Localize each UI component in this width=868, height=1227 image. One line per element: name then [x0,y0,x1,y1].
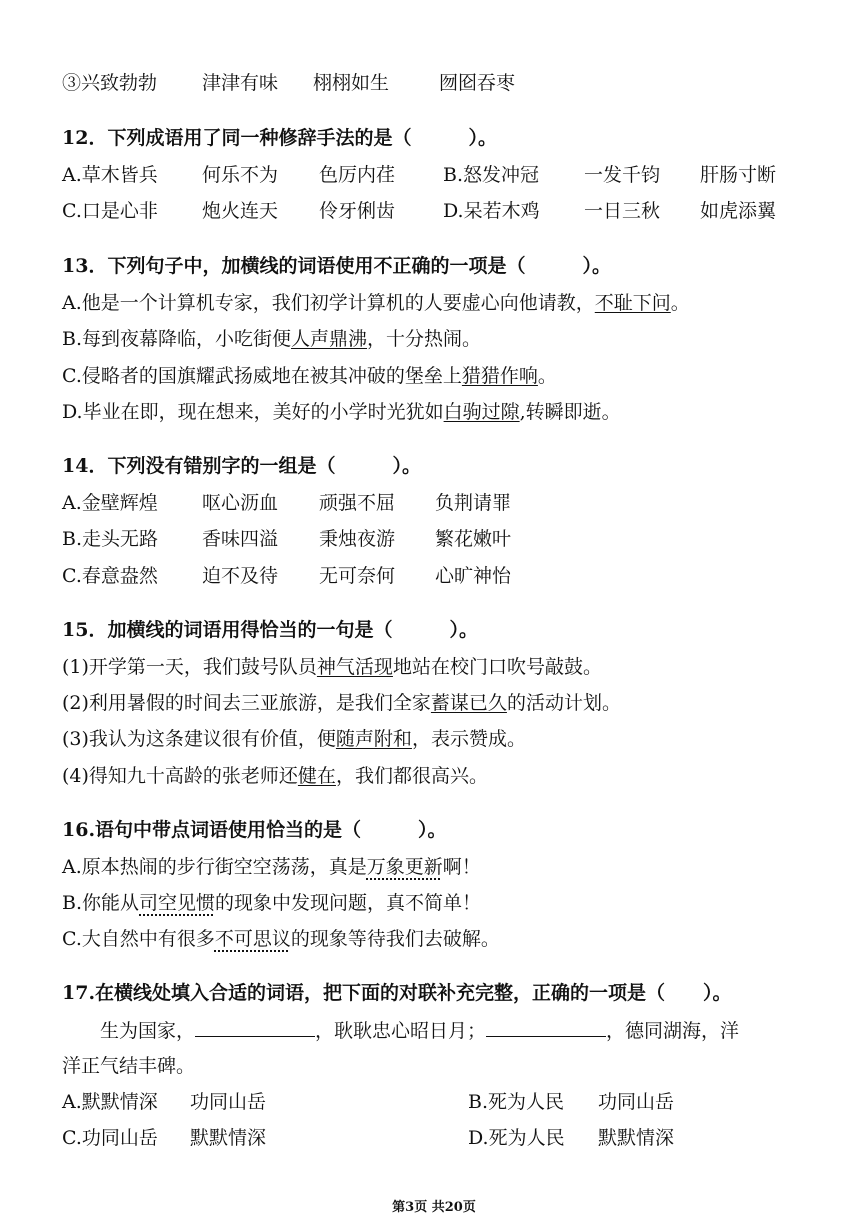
idiom: 肝肠寸断 [700,164,777,186]
idiom: 何乐不为 [202,164,279,186]
question-17-title: 17.在横线处填入合适的词语，把下面的对联补充完整，正确的一项是（ ）。 [62,982,732,1004]
option-b-text: 功同山岳 [598,1091,675,1113]
option-b-text: B.死为人民 [468,1091,565,1113]
underlined-word: 不耻下问 [594,292,671,314]
question-16-title: 16.语句中带点词语使用恰当的是（ ）。 [62,819,447,841]
option-text: ,转瞬即逝。 [519,401,621,423]
option-text: B.每到夜幕降临，小吃街便 [62,328,292,350]
idiom: B.走头无路 [62,528,159,550]
fill-blank-1[interactable] [195,1018,315,1037]
option-a-text: A.默默情深 [62,1091,158,1113]
option-d-text: D.死为人民 [468,1127,565,1149]
question-12-title: 12．下列成语用了同一种修辞手法的是（ ）。 [62,127,497,149]
couplet-line-1 [100,1018,739,1043]
couplet-text: ，耿耿忠心昭日月； [315,1020,487,1042]
idiom: 迫不及待 [202,565,279,587]
sentence-text: ，我们都很高兴。 [335,765,488,787]
fill-blank-2[interactable] [486,1018,606,1037]
idiom: 栩栩如生 [313,72,390,94]
question-16-option-a [62,855,481,879]
option-text: 啊！ [442,856,481,878]
underlined-word: 随声附和 [335,728,412,750]
option-text: 。 [670,292,690,314]
idiom: 顽强不屈 [319,492,396,514]
option-text: D.毕业在即，现在想来，美好的小学时光犹如 [62,401,444,423]
option-c-text: C.功同山岳 [62,1127,158,1149]
option-text: 的现象等待我们去破解。 [290,928,500,950]
underlined-word: 猎猎作响 [461,365,538,387]
idiom: 秉烛夜游 [319,528,396,550]
dotted-word: 万象更新 [366,856,443,878]
couplet-text: 生为国家， [100,1020,196,1042]
dotted-word: 司空见惯 [139,892,216,914]
underlined-word: 蓄谋已久 [430,692,507,714]
underlined-word: 神气活现 [316,656,393,678]
question-15-sentence-4 [62,764,488,788]
idiom: 繁花嫩叶 [435,528,512,550]
underlined-word: 人声鼎沸 [291,328,368,350]
couplet-text: ，德同湖海，洋 [606,1020,740,1042]
question-13-option-d [62,400,621,424]
idiom: A.金壁辉煌 [62,492,158,514]
couplet-line-2: 洋正气结丰碑。 [62,1055,196,1077]
sentence-text: ，表示赞成。 [411,728,526,750]
option-text: A.原本热闹的步行街空空荡荡，真是 [62,856,367,878]
sentence-text: 的活动计划。 [506,692,621,714]
idiom: 津津有味 [202,72,279,94]
idiom: 无可奈何 [319,565,396,587]
question-15-title: 15．加横线的词语用得恰当的一句是（ ）。 [62,619,478,641]
question-15-sentence-2 [62,691,621,715]
idiom: 伶牙俐齿 [319,200,396,222]
question-13-title: 13．下列句子中，加横线的词语使用不正确的一项是（ ）。 [62,255,611,277]
option-text: ，十分热闹。 [367,328,482,350]
option-c-text: 默默情深 [190,1127,267,1149]
sentence-text: (2)利用暑假的时间去三亚旅游，是我们全家 [62,692,431,714]
option-text: 。 [537,365,557,387]
underlined-word: 白驹过隙 [443,401,520,423]
idiom: 香味四溢 [202,528,279,550]
option-text: C.大自然中有很多 [62,928,215,950]
question-15-sentence-1 [62,655,602,679]
idiom: 炮火连天 [202,200,279,222]
idiom: 如虎添翼 [700,200,777,222]
sentence-text: (4)得知九十高龄的张老师还 [62,765,298,787]
idiom: 囫囵吞枣 [439,72,516,94]
question-16-option-b [62,891,481,915]
option-d-text: 默默情深 [598,1127,675,1149]
option-a-text: 功同山岳 [190,1091,267,1113]
underlined-word: 健在 [297,765,336,787]
sentence-text: 地站在校门口吹号敲鼓。 [392,656,602,678]
idiom: 负荆请罪 [435,492,512,514]
question-15-sentence-3 [62,727,526,751]
question-14-title: 14．下列没有错别字的一组是（ ）。 [62,455,421,477]
option-text: 的现象中发现问题，真不简单！ [215,892,482,914]
option-text: C.侵略者的国旗耀武扬威地在被其冲破的堡垒上 [62,365,462,387]
idiom: 色厉内荏 [319,164,396,186]
option-c-label: C.口是心非 [62,200,158,222]
option-d-label: D.呆若木鸡 [443,200,540,222]
page-number: 第3页 共20页 [392,1200,476,1215]
option-a-label: A.草木皆兵 [62,164,158,186]
option-text: B.你能从 [62,892,140,914]
sentence-text: (3)我认为这条建议很有价值，便 [62,728,336,750]
option-b-label: B.怒发冲冠 [443,164,540,186]
idiom: 呕心沥血 [202,492,279,514]
question-13-option-a [62,291,690,315]
option-text: A.他是一个计算机专家，我们初学计算机的人要虚心向他请教， [62,292,595,314]
idiom: 一日三秋 [584,200,661,222]
dotted-word: 不可思议 [214,928,291,950]
idiom: 心旷神怡 [435,565,512,587]
group-label: ③兴致勃勃 [62,72,158,94]
sentence-text: (1)开学第一天，我们鼓号队员 [62,656,317,678]
question-13-option-c [62,364,557,388]
question-16-option-c [62,927,500,951]
question-13-option-b [62,327,481,351]
idiom: 一发千钧 [584,164,661,186]
idiom: C.春意盎然 [62,565,158,587]
